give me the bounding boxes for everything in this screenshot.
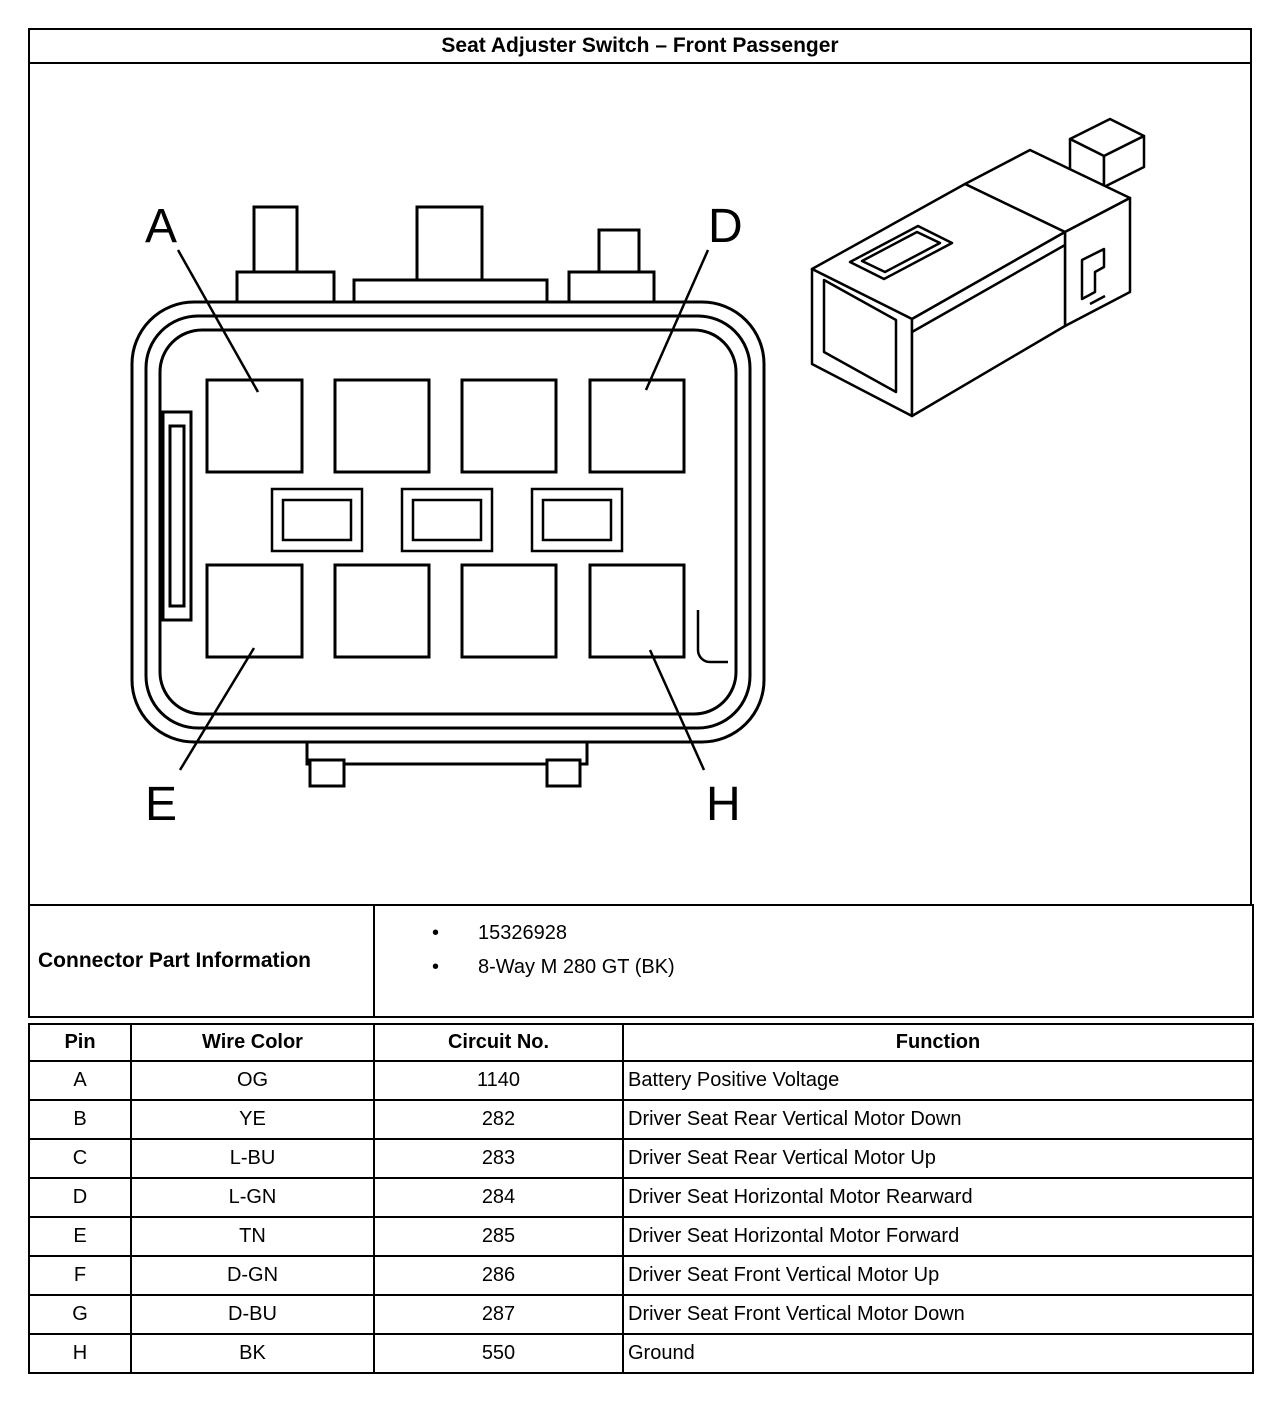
part-info-table xyxy=(28,904,1254,1018)
function-cell: Driver Seat Horizontal Motor Forward xyxy=(623,1217,1253,1256)
circuit-cell: 285 xyxy=(374,1217,623,1256)
pin-cell: E xyxy=(29,1217,131,1256)
left-keyway xyxy=(163,412,191,620)
circuit-cell: 284 xyxy=(374,1178,623,1217)
col-header-circuit-no: Circuit No. xyxy=(374,1024,623,1061)
connector-iso-view xyxy=(812,119,1144,416)
part-info-label: Connector Part Information xyxy=(29,905,374,1017)
document xyxy=(28,28,1252,1374)
circuit-cell: 286 xyxy=(374,1256,623,1295)
circuit-cell: 283 xyxy=(374,1139,623,1178)
pin-cell: A xyxy=(29,1061,131,1100)
connector-diagram xyxy=(30,64,1250,904)
pin-table-header-row xyxy=(29,1024,1253,1061)
table-row xyxy=(29,1178,1253,1217)
table-row xyxy=(29,1334,1253,1373)
pin-label-d: D xyxy=(708,200,743,253)
table-row xyxy=(29,1139,1253,1178)
wire-color-cell: L-BU xyxy=(131,1139,374,1178)
table-row xyxy=(29,1100,1253,1139)
connector-diagram-area xyxy=(30,64,1250,904)
bottom-foot-right xyxy=(547,760,580,786)
wire-color-cell: BK xyxy=(131,1334,374,1373)
wire-color-cell: OG xyxy=(131,1061,374,1100)
bottom-foot-left xyxy=(310,760,344,786)
pin-cell: F xyxy=(29,1256,131,1295)
function-cell: Driver Seat Rear Vertical Motor Down xyxy=(623,1100,1253,1139)
wire-color-cell: L-GN xyxy=(131,1178,374,1217)
wire-color-cell: YE xyxy=(131,1100,374,1139)
circuit-cell: 550 xyxy=(374,1334,623,1373)
table-row xyxy=(29,1295,1253,1334)
page-title: Seat Adjuster Switch – Front Passenger xyxy=(30,30,1250,64)
circuit-cell: 1140 xyxy=(374,1061,623,1100)
wire-color-cell: D-BU xyxy=(131,1295,374,1334)
part-info-row xyxy=(29,905,1253,1017)
col-header-pin: Pin xyxy=(29,1024,131,1061)
part-number-item: • 15326928 xyxy=(432,916,1252,950)
pin-table xyxy=(28,1023,1254,1374)
shell-outline-outer xyxy=(132,302,764,742)
circuit-cell: 282 xyxy=(374,1100,623,1139)
table-row xyxy=(29,1061,1253,1100)
function-cell: Driver Seat Rear Vertical Motor Up xyxy=(623,1139,1253,1178)
function-cell: Driver Seat Front Vertical Motor Up xyxy=(623,1256,1253,1295)
pin-label-a: A xyxy=(145,200,178,253)
connector-front-view xyxy=(132,207,764,786)
function-cell: Battery Positive Voltage xyxy=(623,1061,1253,1100)
pin-cell: D xyxy=(29,1178,131,1217)
pin-label-e: E xyxy=(145,778,178,831)
col-header-wire-color: Wire Color xyxy=(131,1024,374,1061)
pin-cell: C xyxy=(29,1139,131,1178)
part-info-list xyxy=(432,916,1252,984)
pin-cell: H xyxy=(29,1334,131,1373)
col-header-function: Function xyxy=(623,1024,1253,1061)
pin-label-h: H xyxy=(706,778,741,831)
function-cell: Ground xyxy=(623,1334,1253,1373)
circuit-cell: 287 xyxy=(374,1295,623,1334)
wire-color-cell: TN xyxy=(131,1217,374,1256)
part-info-values xyxy=(374,905,1253,1017)
pin-cell: G xyxy=(29,1295,131,1334)
function-cell: Driver Seat Front Vertical Motor Down xyxy=(623,1295,1253,1334)
wire-color-cell: D-GN xyxy=(131,1256,374,1295)
table-row xyxy=(29,1256,1253,1295)
function-cell: Driver Seat Horizontal Motor Rearward xyxy=(623,1178,1253,1217)
table-row xyxy=(29,1217,1253,1256)
pin-cell: B xyxy=(29,1100,131,1139)
connector-type-item: • 8-Way M 280 GT (BK) xyxy=(432,950,1252,984)
diagram-box xyxy=(28,28,1252,906)
